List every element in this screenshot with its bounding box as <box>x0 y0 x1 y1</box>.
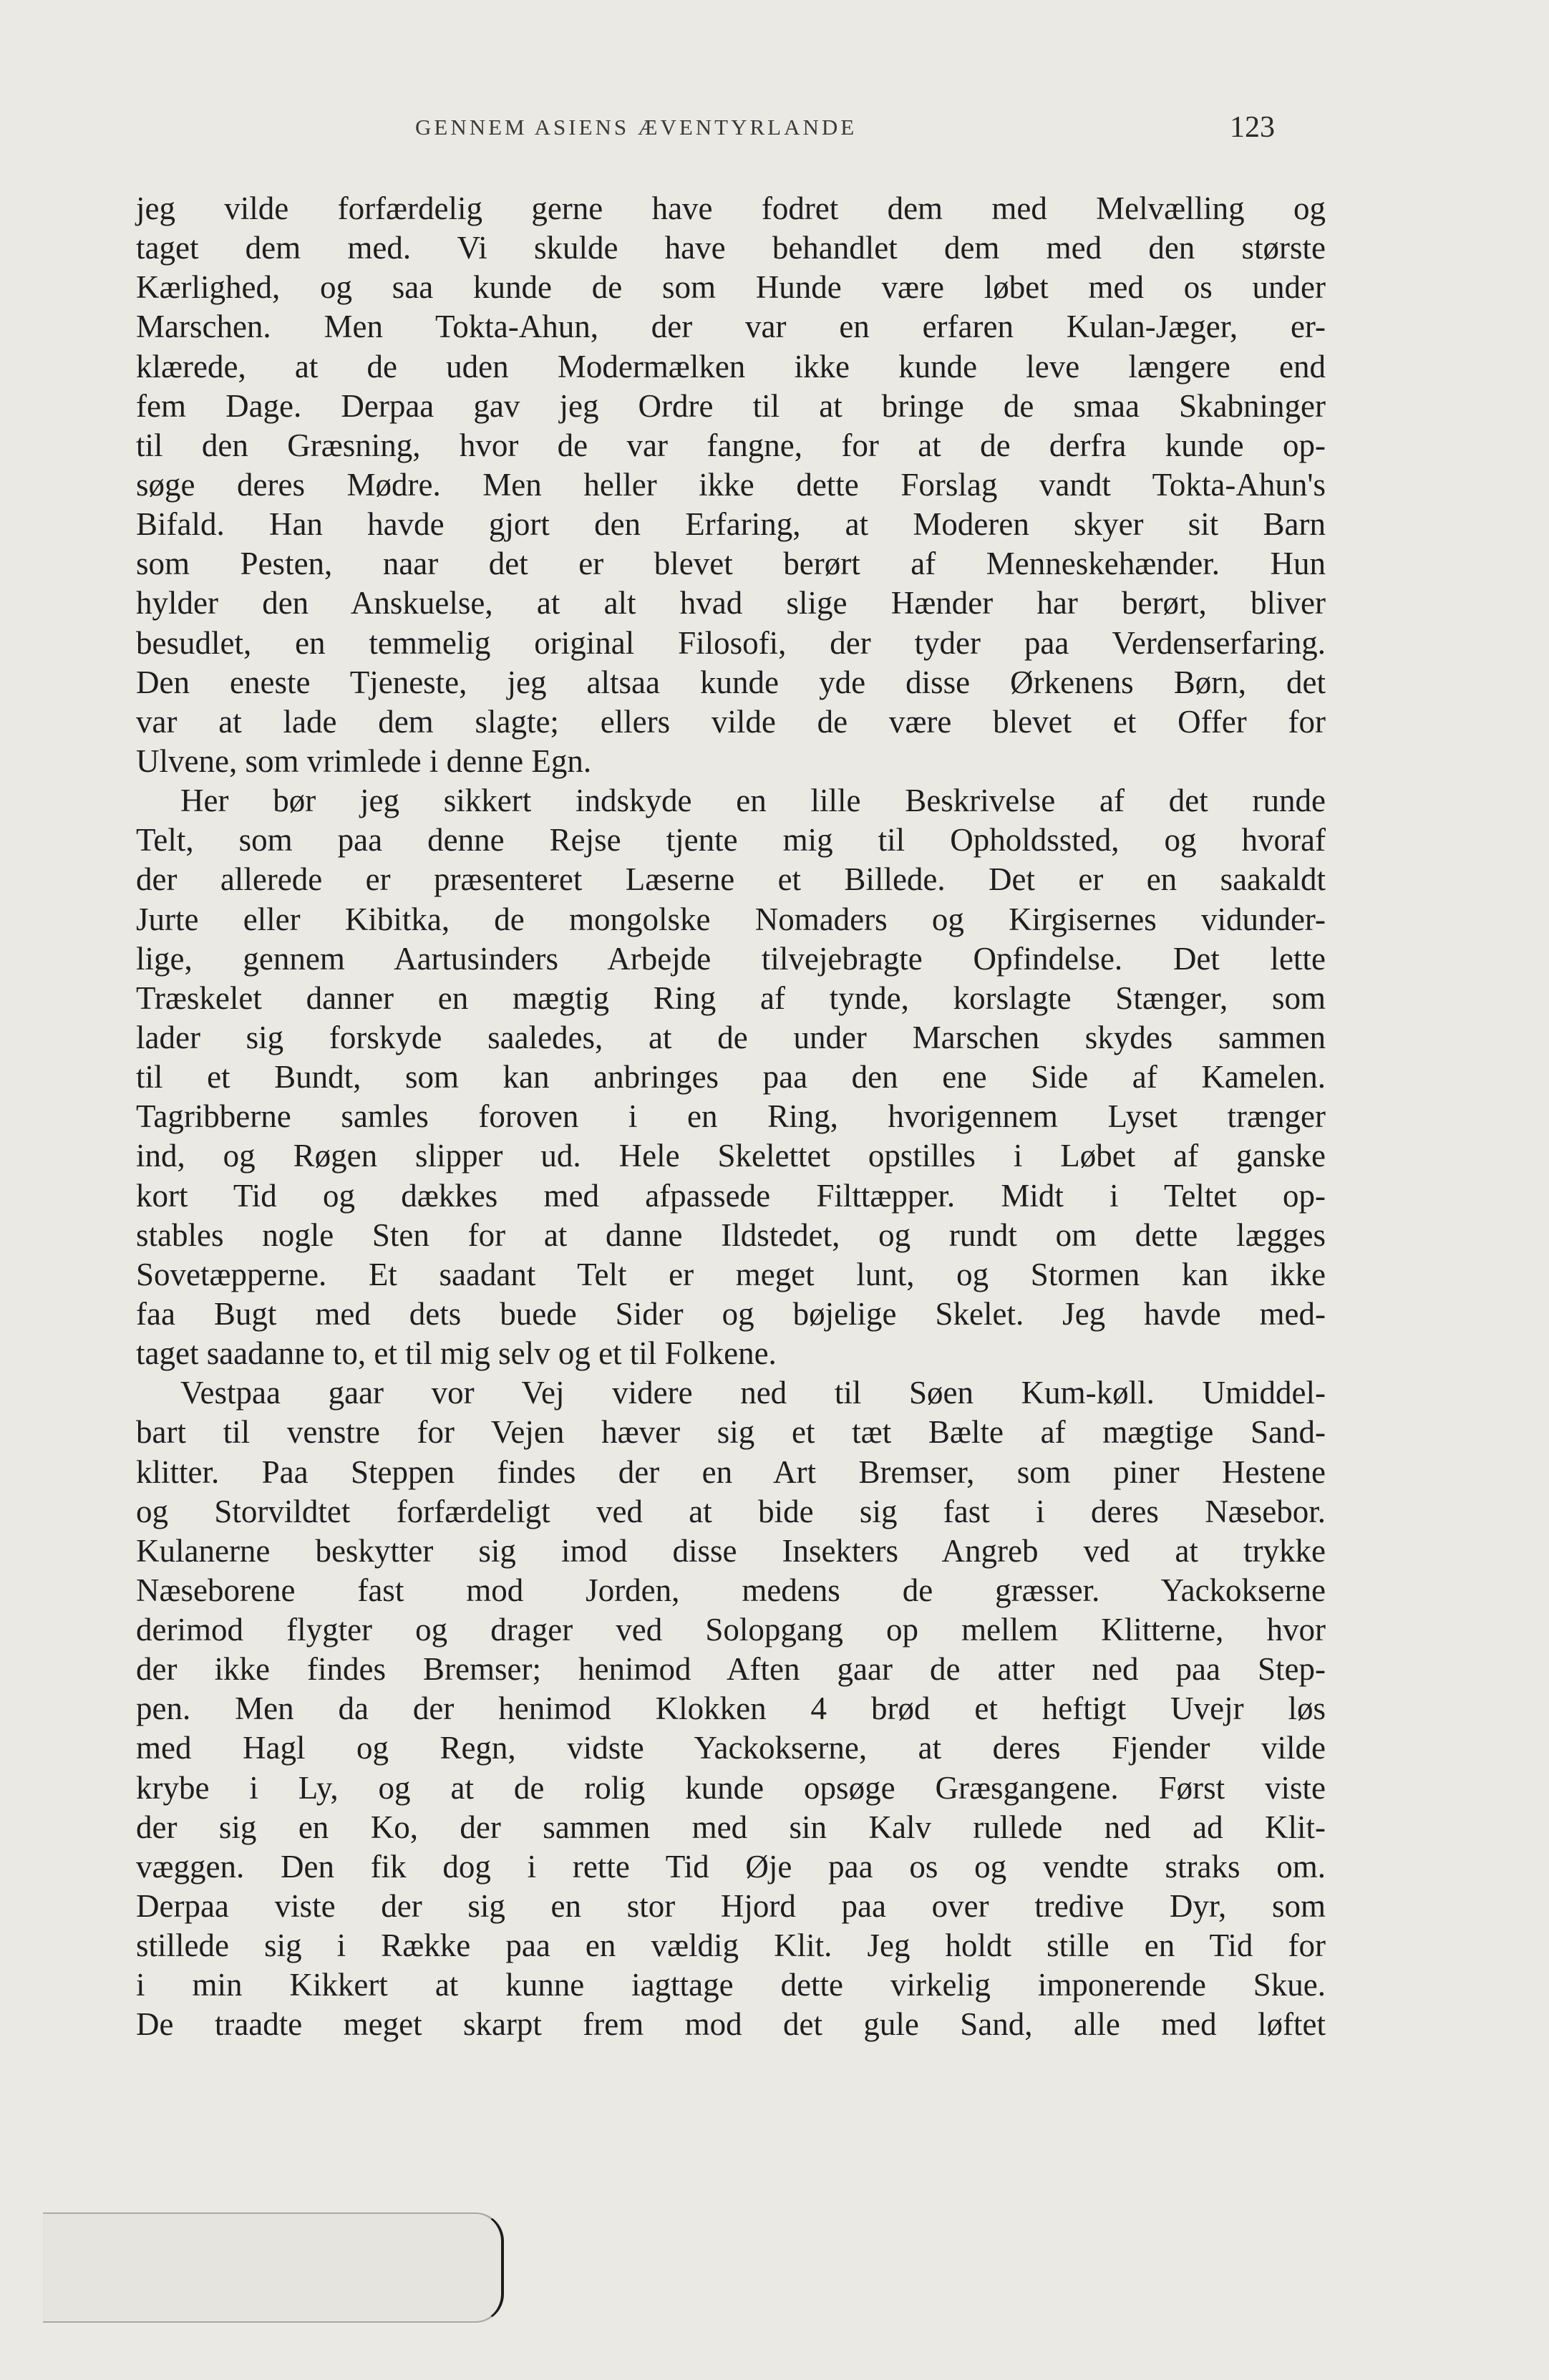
text-line: faa Bugt med dets buede Sider og bøjelige Skelet. Jeg havde med- <box>136 1295 1326 1332</box>
text-line: De traadte meget skarpt frem mod det gule Sand, alle med løftet <box>136 2006 1326 2043</box>
text-line: stillede sig i Række paa en vældig Klit. Jeg holdt stille en Tid for <box>136 1927 1326 1964</box>
text-line: til den Græsning, hvor de var fangne, for at de derfra kunde op- <box>136 427 1326 463</box>
text-line: søge deres Mødre. Men heller ikke dette Forslag vandt Tokta-Ahun's <box>136 466 1326 503</box>
text-line: Ulvene, som vrimlede i denne Egn. <box>136 742 592 779</box>
text-line: Jurte eller Kibitka, de mongolske Nomaders og Kirgisernes vidunder- <box>136 901 1326 937</box>
text-line: kort Tid og dækkes med afpassede Filttæpper. Midt i Teltet op- <box>136 1177 1326 1214</box>
text-line: i min Kikkert at kunne iagttage dette virkelig imponerende Skue. <box>136 1967 1326 2003</box>
text-line: Næseborene fast mod Jorden, medens de græsser. Yackokserne <box>136 1572 1326 1608</box>
text-line: bart til venstre for Vejen hæver sig et tæt Bælte af mægtige Sand- <box>136 1414 1326 1451</box>
text-line: fem Dage. Derpaa gav jeg Ordre til at bringe de smaa Skabninger <box>136 387 1326 424</box>
running-title: GENNEM ASIENS ÆVENTYRLANDE <box>415 115 858 140</box>
text-line: og Storvildtet forfærdeligt ved at bide sig fast i deres Næsebor. <box>136 1493 1326 1529</box>
body-text <box>136 189 1326 2045</box>
text-line: besudlet, en temmelig original Filosofi, der tyder paa Verdenserfaring. <box>136 624 1326 661</box>
text-line: Den eneste Tjeneste, jeg altsaa kunde yde disse Ørkenens Børn, det <box>136 664 1326 700</box>
text-line: jeg vilde forfærdelig gerne have fodret dem med Melvælling og <box>136 190 1326 226</box>
text-line: væggen. Den fik dog i rette Tid Øje paa os og vendte straks om. <box>136 1848 1326 1885</box>
text-line: Kulanerne beskytter sig imod disse Insekters Angreb ved at trykke <box>136 1532 1326 1569</box>
text-line: lige, gennem Aartusinders Arbejde tilvejebragte Opfindelse. Det lette <box>136 940 1326 977</box>
text-line: hylder den Anskuelse, at alt hvad slige Hænder har berørt, bliver <box>136 585 1326 621</box>
text-line: Telt, som paa denne Rejse tjente mig til Opholdssted, og hvoraf <box>136 822 1326 858</box>
text-line: Kærlighed, og saa kunde de som Hunde være løbet med os under <box>136 269 1326 306</box>
text-line: Tagribberne samles foroven i en Ring, hvorigennem Lyset trænger <box>136 1098 1326 1135</box>
text-line: Bifald. Han havde gjort den Erfaring, at Moderen skyer sit Barn <box>136 506 1326 543</box>
text-line: til et Bundt, som kan anbringes paa den ene Side af Kamelen. <box>136 1059 1326 1095</box>
text-line: stables nogle Sten for at danne Ildstedet, og rundt om dette lægges <box>136 1216 1326 1253</box>
text-line: ind, og Røgen slipper ud. Hele Skelettet opstilles i Løbet af ganske <box>136 1138 1326 1174</box>
text-line: Sovetæpperne. Et saadant Telt er meget lunt, og Stormen kan ikke <box>136 1256 1326 1292</box>
text-line: taget dem med. Vi skulde have behandlet dem med den største <box>136 230 1326 266</box>
text-line: med Hagl og Regn, vidste Yackokserne, at deres Fjender vilde <box>136 1730 1326 1766</box>
page-number: 123 <box>1230 111 1275 144</box>
text-line: som Pesten, naar det er blevet berørt af Menneskehænder. Hun <box>136 546 1326 582</box>
text-line: Marschen. Men Tokta-Ahun, der var en erfaren Kulan-Jæger, er- <box>136 309 1326 345</box>
binding-mark <box>0 2177 515 2320</box>
text-line: Vestpaa gaar vor Vej videre ned til Søen Kum-køll. Umiddel- <box>180 1375 1326 1411</box>
page-header <box>0 111 1549 158</box>
text-line: derimod flygter og drager ved Solopgang op mellem Klitterne, hvor <box>136 1612 1326 1648</box>
text-line: Derpaa viste der sig en stor Hjord paa over tredive Dyr, som <box>136 1888 1326 1925</box>
text-line: taget saadanne to, et til mig selv og et til Folkene. <box>136 1335 777 1372</box>
text-line: der sig en Ko, der sammen med sin Kalv rullede ned ad Klit- <box>136 1809 1326 1845</box>
text-line: klærede, at de uden Modermælken ikke kunde leve længere end <box>136 348 1326 384</box>
text-line: Træskelet danner en mægtig Ring af tynde, korslagte Stænger, som <box>136 979 1326 1016</box>
text-line: der ikke findes Bremser; henimod Aften gaar de atter ned paa Step- <box>136 1651 1326 1688</box>
text-line: der allerede er præsenteret Læserne et Billede. Det er en saakaldt <box>136 861 1326 898</box>
text-line: Her bør jeg sikkert indskyde en lille Beskrivelse af det runde <box>180 783 1326 819</box>
binding-bracket <box>43 2212 504 2323</box>
text-line: lader sig forskyde saaledes, at de under Marschen skydes sammen <box>136 1019 1326 1055</box>
text-line: krybe i Ly, og at de rolig kunde opsøge Græsgangene. Først viste <box>136 1769 1326 1806</box>
text-line: var at lade dem slagte; ellers vilde de være blevet et Offer for <box>136 703 1326 740</box>
text-line: klitter. Paa Steppen findes der en Art Bremser, som piner Hestene <box>136 1453 1326 1490</box>
text-line: pen. Men da der henimod Klokken 4 brød et heftigt Uvejr løs <box>136 1690 1326 1727</box>
